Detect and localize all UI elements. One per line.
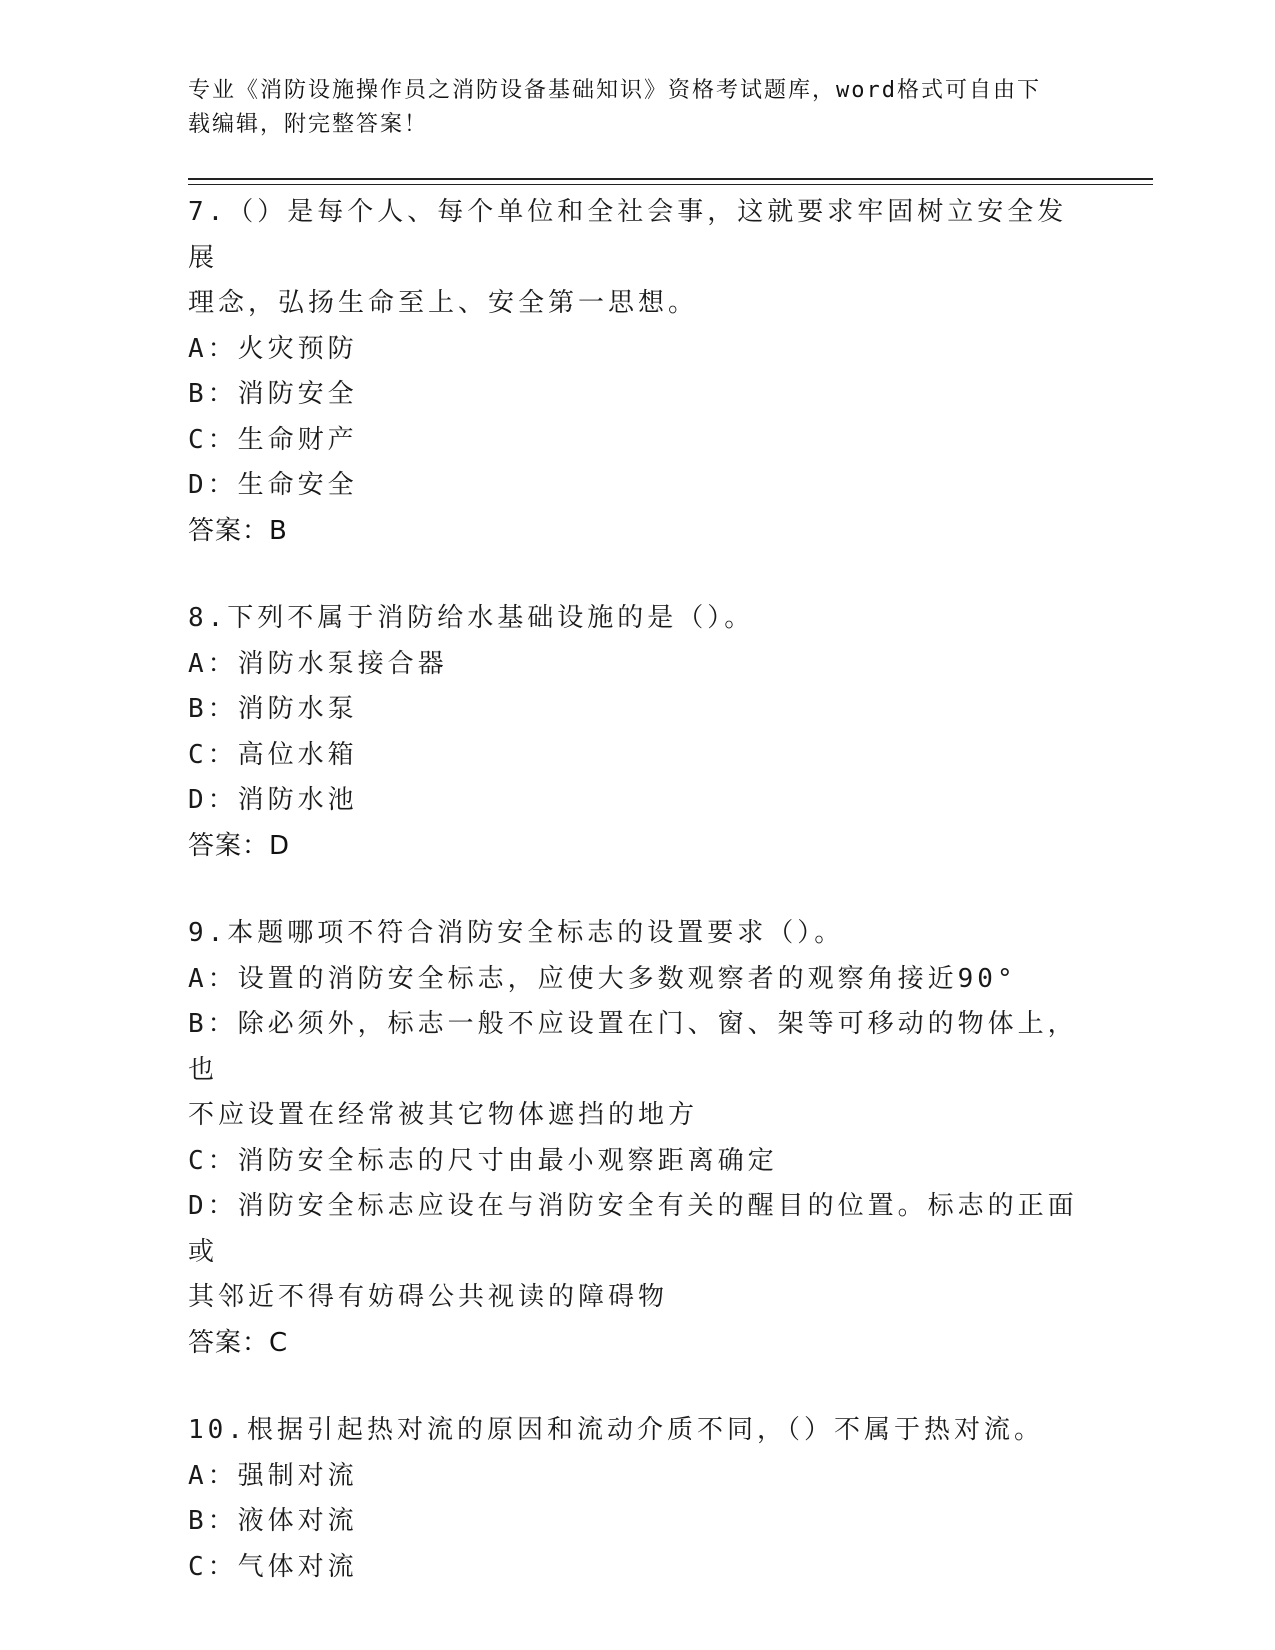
question-stem: 7.（）是每个人、每个单位和全社会事，这就要求牢固树立安全发展 — [188, 197, 1068, 273]
question-7 — [188, 190, 1088, 554]
answer-label: 答案：B — [188, 515, 288, 546]
header-divider-top — [188, 178, 1153, 180]
option-d: D：生命安全 — [188, 470, 358, 500]
option-c: C：消防安全标志的尺寸由最小观察距离确定 — [188, 1145, 778, 1176]
option-c: C：气体对流 — [188, 1551, 358, 1582]
question-stem-continued: 理念，弘扬生命至上、安全第一思想。 — [188, 288, 699, 318]
question-10 — [188, 1408, 1088, 1590]
option-d: D：消防水池 — [188, 785, 358, 815]
document-header — [188, 74, 1088, 142]
option-c: C：生命财产 — [188, 424, 358, 455]
question-stem: 10.根据引起热对流的原因和流动介质不同，（）不属于热对流。 — [188, 1415, 1044, 1445]
question-stem: 9.本题哪项不符合消防安全标志的设置要求（）。 — [188, 918, 845, 948]
option-d-continued: 其邻近不得有妨碍公共视读的障碍物 — [188, 1282, 669, 1312]
option-b-continued: 不应设置在经常被其它物体遮挡的地方 — [188, 1100, 699, 1130]
header-divider-bottom — [188, 184, 1153, 185]
option-a: A：火灾预防 — [188, 333, 358, 364]
option-c: C：高位水箱 — [188, 739, 358, 770]
option-a: A：强制对流 — [188, 1460, 358, 1491]
question-8 — [188, 596, 1088, 869]
option-b: B：消防水泵 — [188, 694, 358, 724]
option-b: B：液体对流 — [188, 1506, 358, 1536]
question-list — [188, 190, 1088, 1632]
option-b: B：消防安全 — [188, 379, 358, 409]
answer-label: 答案：D — [188, 830, 291, 861]
option-a: A：设置的消防安全标志，应使大多数观察者的观察角接近90° — [188, 963, 1017, 994]
header-line-2: 载编辑，附完整答案！ — [188, 112, 429, 137]
answer-label: 答案：C — [188, 1327, 289, 1358]
question-9 — [188, 911, 1088, 1366]
header-line-1: 专业《消防设施操作员之消防设备基础知识》资格考试题库，word格式可自由下 — [188, 78, 1041, 103]
option-a: A：消防水泵接合器 — [188, 648, 448, 679]
question-stem: 8.下列不属于消防给水基础设施的是（）。 — [188, 603, 755, 633]
option-b: B：除必须外，标志一般不应设置在门、窗、架等可移动的物体上，也 — [188, 1009, 1078, 1085]
option-d: D：消防安全标志应设在与消防安全有关的醒目的位置。标志的正面或 — [188, 1191, 1078, 1267]
